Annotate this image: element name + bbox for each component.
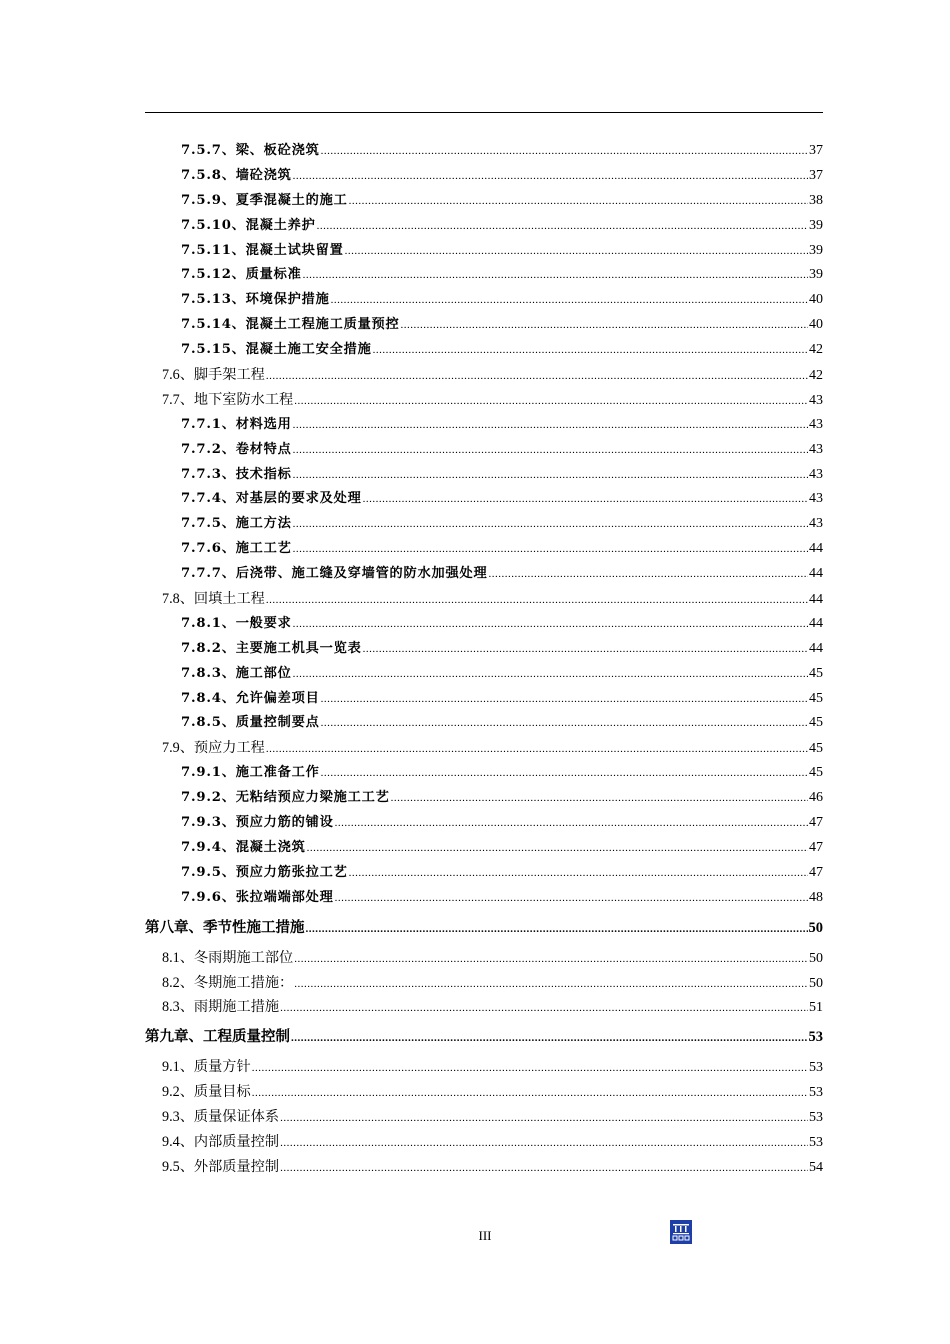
toc-entry-page: 40	[809, 292, 823, 308]
toc-entry-page: 39	[809, 267, 823, 283]
toc-section-entry[interactable]	[145, 995, 823, 1020]
toc-entry-page: 44	[809, 541, 823, 557]
toc-dot-leader	[293, 512, 808, 537]
toc-subsection-entry[interactable]	[145, 662, 823, 687]
toc-dot-leader	[252, 1056, 808, 1081]
toc-entry-label: 7.5.15、混凝土施工安全措施	[181, 342, 372, 358]
toc-dot-leader	[335, 886, 808, 911]
toc-entry-label: 7.7.5、施工方法	[181, 516, 292, 532]
toc-entry-label: 7.5.13、环境保护措施	[181, 292, 330, 308]
toc-dot-leader	[321, 687, 808, 712]
toc-entry-page: 40	[809, 317, 823, 333]
toc-entry-label: 7.5.14、混凝土工程施工质量预控	[181, 317, 400, 333]
toc-entry-page: 53	[809, 1110, 823, 1126]
toc-entry-page: 53	[809, 1060, 823, 1076]
toc-subsection-entry[interactable]	[145, 214, 823, 239]
table-of-contents	[145, 139, 823, 1180]
toc-dot-leader	[293, 463, 808, 488]
toc-entry-label: 8.2、冬期施工措施：	[162, 974, 294, 991]
toc-chapter-entry[interactable]	[145, 1020, 823, 1055]
toc-dot-leader	[335, 811, 808, 836]
toc-subsection-entry[interactable]	[145, 512, 823, 537]
toc-dot-leader	[280, 996, 808, 1021]
toc-entry-page: 45	[809, 715, 823, 731]
toc-section-entry[interactable]	[145, 946, 823, 971]
toc-section-entry[interactable]	[145, 1055, 823, 1080]
toc-entry-label: 7.7、地下室防水工程	[162, 391, 294, 408]
toc-subsection-entry[interactable]	[145, 263, 823, 288]
footer-page-number: III	[478, 1228, 492, 1243]
toc-dot-leader	[280, 1131, 808, 1156]
toc-subsection-entry[interactable]	[145, 612, 823, 637]
toc-entry-label: 9.2、质量目标	[162, 1084, 251, 1101]
toc-section-entry[interactable]	[145, 736, 823, 761]
toc-entry-page: 53	[808, 1029, 823, 1046]
toc-entry-label: 7.5.7、梁、板砼浇筑	[181, 143, 320, 158]
toc-entry-page: 53	[809, 1085, 823, 1101]
toc-subsection-entry[interactable]	[145, 438, 823, 463]
toc-entry-page: 39	[809, 217, 823, 233]
toc-entry-label: 7.9.1、施工准备工作	[181, 765, 320, 781]
toc-entry-label: 7.9.3、预应力筋的铺设	[181, 815, 334, 831]
toc-dot-leader	[373, 338, 808, 363]
toc-entry-label: 7.7.7、后浇带、施工缝及穿墙管的防水加强处理	[181, 566, 488, 582]
toc-entry-page: 37	[809, 143, 823, 158]
toc-dot-leader	[363, 637, 808, 662]
toc-dot-leader	[293, 662, 808, 687]
toc-section-entry[interactable]	[145, 1105, 823, 1130]
toc-subsection-entry[interactable]	[145, 463, 823, 488]
toc-dot-leader	[293, 438, 808, 463]
toc-entry-label: 7.5.12、质量标准	[181, 267, 302, 283]
toc-entry-page: 44	[809, 615, 823, 631]
toc-entry-page: 54	[809, 1159, 823, 1175]
toc-subsection-entry[interactable]	[145, 139, 823, 164]
toc-entry-label: 7.6、脚手架工程	[162, 367, 265, 384]
toc-entry-page: 43	[809, 516, 823, 532]
toc-dot-leader	[488, 562, 808, 587]
toc-subsection-entry[interactable]	[145, 164, 823, 189]
toc-entry-page: 48	[809, 889, 823, 905]
toc-section-entry[interactable]	[145, 971, 823, 996]
toc-dot-leader	[293, 537, 808, 562]
toc-section-entry[interactable]	[145, 363, 823, 388]
toc-entry-page: 50	[808, 919, 823, 936]
toc-subsection-entry[interactable]	[145, 313, 823, 338]
toc-subsection-entry[interactable]	[145, 687, 823, 712]
toc-entry-page: 43	[809, 491, 823, 507]
toc-subsection-entry[interactable]	[145, 836, 823, 861]
toc-entry-page: 38	[809, 192, 823, 208]
toc-entry-label: 7.5.8、墙砼浇筑	[181, 167, 292, 183]
toc-dot-leader	[293, 413, 808, 438]
toc-dot-leader	[266, 737, 808, 762]
toc-section-entry[interactable]	[145, 1080, 823, 1105]
toc-dot-leader	[401, 313, 808, 338]
toc-subsection-entry[interactable]	[145, 711, 823, 736]
toc-entry-page: 45	[809, 765, 823, 781]
toc-subsection-entry[interactable]	[145, 861, 823, 886]
toc-dot-leader	[349, 861, 808, 886]
toc-entry-label: 7.9.4、混凝土浇筑	[181, 839, 306, 855]
toc-entry-page: 43	[809, 392, 823, 408]
toc-dot-leader	[321, 139, 808, 164]
toc-dot-leader	[363, 487, 808, 512]
toc-subsection-entry[interactable]	[145, 637, 823, 662]
toc-dot-leader	[294, 972, 808, 997]
toc-entry-label: 9.5、外部质量控制	[162, 1158, 280, 1175]
toc-entry-page: 45	[809, 665, 823, 681]
toc-chapter-entry[interactable]	[145, 911, 823, 946]
toc-dot-leader	[294, 389, 808, 414]
toc-entry-label: 7.9、预应力工程	[162, 740, 265, 757]
toc-section-entry[interactable]	[145, 587, 823, 612]
toc-subsection-entry[interactable]	[145, 487, 823, 512]
toc-entry-label: 9.1、质量方针	[162, 1059, 251, 1076]
toc-entry-page: 37	[809, 167, 823, 183]
company-logo-icon	[670, 1220, 692, 1244]
toc-subsection-entry[interactable]	[145, 338, 823, 363]
toc-entry-label: 7.7.4、对基层的要求及处理	[181, 491, 362, 507]
toc-entry-page: 44	[809, 640, 823, 656]
toc-entry-label: 7.9.6、张拉端端部处理	[181, 889, 334, 905]
toc-entry-page: 43	[809, 416, 823, 432]
toc-dot-leader	[266, 364, 808, 389]
toc-subsection-entry[interactable]	[145, 811, 823, 836]
toc-entry-page: 45	[809, 741, 823, 757]
toc-dot-leader	[280, 1156, 808, 1181]
toc-subsection-entry[interactable]	[145, 239, 823, 264]
toc-entry-label: 7.9.5、预应力筋张拉工艺	[181, 864, 348, 880]
toc-entry-page: 47	[809, 815, 823, 831]
toc-dot-leader	[293, 612, 808, 637]
toc-entry-label: 8.3、雨期施工措施	[162, 999, 280, 1016]
toc-dot-leader	[266, 588, 808, 613]
toc-entry-label: 7.8、回填土工程	[162, 591, 265, 608]
toc-subsection-entry[interactable]	[145, 288, 823, 313]
toc-entry-page: 45	[809, 690, 823, 706]
toc-entry-label: 7.9.2、无粘结预应力梁施工工艺	[181, 790, 390, 806]
toc-subsection-entry[interactable]	[145, 562, 823, 587]
toc-dot-leader	[321, 711, 808, 736]
toc-entry-page: 42	[809, 342, 823, 358]
toc-subsection-entry[interactable]	[145, 537, 823, 562]
toc-entry-page: 47	[809, 839, 823, 855]
toc-subsection-entry[interactable]	[145, 413, 823, 438]
toc-entry-page: 44	[809, 566, 823, 582]
toc-entry-label: 7.5.11、混凝土试块留置	[181, 242, 344, 258]
toc-subsection-entry[interactable]	[145, 189, 823, 214]
toc-subsection-entry[interactable]	[145, 761, 823, 786]
toc-dot-leader	[349, 189, 808, 214]
toc-section-entry[interactable]	[145, 1130, 823, 1155]
toc-dot-leader	[294, 947, 808, 972]
toc-entry-page: 47	[809, 864, 823, 880]
toc-dot-leader	[293, 164, 808, 189]
toc-entry-label: 9.3、质量保证体系	[162, 1109, 280, 1126]
toc-entry-label: 7.7.3、技术指标	[181, 466, 292, 482]
toc-dot-leader	[391, 786, 808, 811]
toc-entry-label: 7.7.1、材料选用	[181, 416, 292, 432]
toc-dot-leader	[345, 239, 808, 264]
toc-entry-label: 7.8.5、质量控制要点	[181, 715, 320, 731]
toc-entry-label: 8.1、冬雨期施工部位	[162, 949, 294, 966]
toc-entry-page: 46	[809, 790, 823, 806]
toc-entry-label: 7.8.2、主要施工机具一览表	[181, 640, 362, 656]
toc-dot-leader	[252, 1081, 808, 1106]
toc-entry-label: 7.5.9、夏季混凝土的施工	[181, 192, 348, 208]
toc-entry-page: 43	[809, 466, 823, 482]
toc-entry-label: 第八章、季节性施工措施	[145, 919, 305, 936]
toc-dot-leader	[280, 1106, 808, 1131]
toc-section-entry[interactable]	[145, 1155, 823, 1180]
toc-entry-page: 43	[809, 441, 823, 457]
toc-entry-page: 39	[809, 242, 823, 258]
toc-dot-leader	[321, 761, 808, 786]
toc-dot-leader	[291, 1021, 808, 1056]
toc-entry-label: 7.7.6、施工工艺	[181, 541, 292, 557]
toc-entry-page: 50	[809, 950, 823, 966]
toc-subsection-entry[interactable]	[145, 786, 823, 811]
toc-entry-page: 42	[809, 368, 823, 384]
toc-entry-page: 51	[809, 1000, 823, 1016]
toc-entry-label: 7.8.3、施工部位	[181, 665, 292, 681]
toc-dot-leader	[317, 214, 808, 239]
toc-dot-leader	[303, 263, 808, 288]
toc-section-entry[interactable]	[145, 388, 823, 413]
toc-entry-label: 7.8.1、一般要求	[181, 615, 292, 631]
toc-entry-page: 44	[809, 592, 823, 608]
toc-entry-page: 53	[809, 1134, 823, 1150]
toc-subsection-entry[interactable]	[145, 886, 823, 911]
toc-entry-label: 9.4、内部质量控制	[162, 1133, 280, 1150]
header-rule	[145, 112, 823, 113]
toc-dot-leader	[307, 836, 808, 861]
toc-dot-leader	[306, 912, 808, 947]
toc-dot-leader	[331, 288, 808, 313]
toc-entry-label: 7.5.10、混凝土养护	[181, 217, 316, 233]
toc-entry-label: 7.8.4、允许偏差项目	[181, 690, 320, 706]
toc-entry-page: 50	[809, 975, 823, 991]
toc-entry-label: 7.7.2、卷材特点	[181, 441, 292, 457]
toc-entry-label: 第九章、工程质量控制	[145, 1029, 290, 1046]
